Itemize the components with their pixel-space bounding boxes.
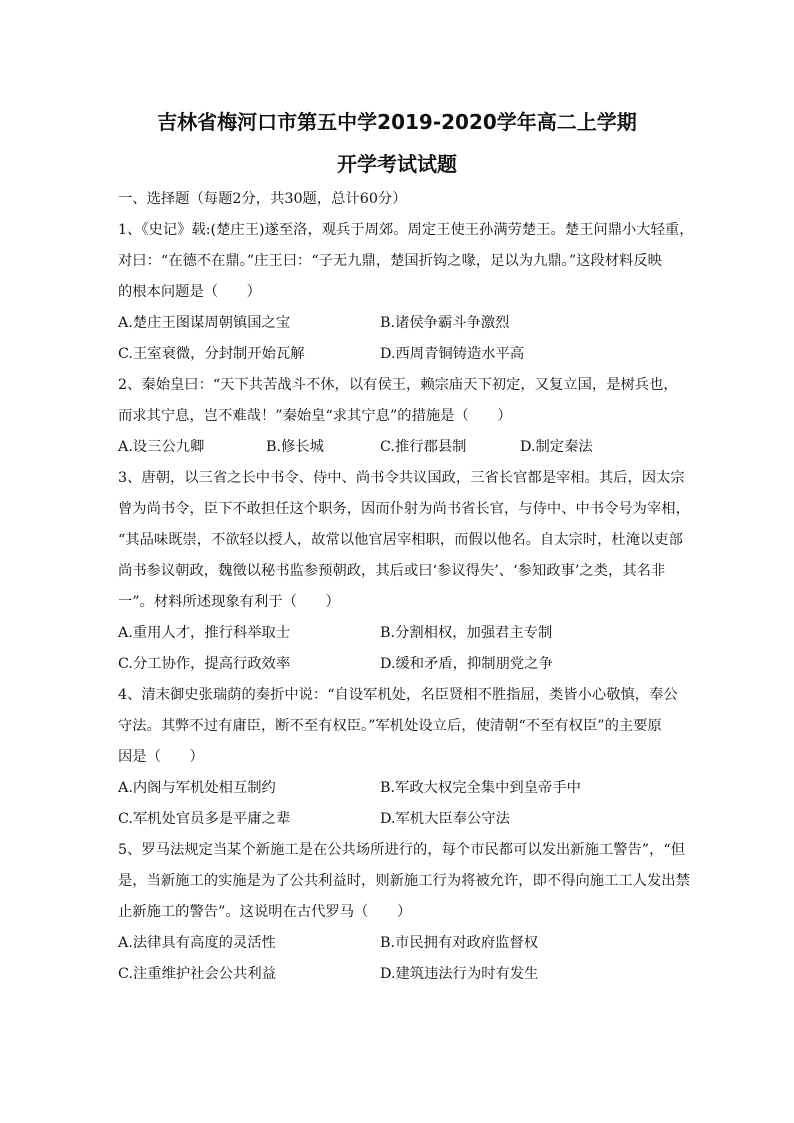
option-a: A.设三公九卿 (118, 439, 205, 455)
options-row (118, 308, 678, 339)
option-c: C.推行郡县制 (380, 439, 467, 455)
question-text-line: 对曰：“在德不在鼎。”庄王曰：“子无九鼎，楚国折钩之喙，足以为九鼎。”这段材料反映 (118, 253, 662, 269)
option-a: A.内阁与军机处相互制约 (118, 780, 276, 796)
question-text-line: 而求其宁息，岂不难哉！”秦始皇“求其宁息”的措施是（ ） (118, 408, 512, 424)
options-row (118, 773, 678, 804)
options-row (118, 804, 678, 835)
option-a: A.楚庄王图谋周朝镇国之宝 (118, 315, 291, 331)
section-header: 一、选择题（每题2分，共30题，总计60分） (118, 191, 407, 207)
options-row (118, 432, 678, 463)
option-c: C.王室衰微，分封制开始瓦解 (118, 346, 305, 362)
option-b: B.市民拥有对政府监督权 (380, 935, 539, 951)
question-text-line: 止新施工的警告”。这说明在古代罗马（ ） (118, 904, 412, 920)
question-text-line: 因是（ ） (118, 749, 204, 765)
question-2 (118, 370, 678, 463)
question-3 (118, 463, 690, 680)
question-text-line: 3、唐朝，以三省之长中书令、侍中、尚书令共议国政，三省长官都是宰相。其后，因太宗 (118, 470, 685, 486)
document-title: 吉林省梅河口市第五中学2019-2020学年高二上学期 (157, 110, 637, 134)
option-b: B.诸侯争霸斗争激烈 (380, 315, 510, 331)
question-text-line: 是，当新施工的实施是为了公共利益时，则新施工行为将被允许，即不得向施工工人发出禁 (118, 873, 690, 889)
options-row (118, 959, 678, 990)
question-text-line: 守法。其弊不过有庸臣，断不至有权臣。”军机处设立后，使清朝“不至有权臣”的主要原 (118, 718, 662, 734)
exam-content (118, 184, 694, 990)
option-a: A.法律具有高度的灵活性 (118, 935, 276, 951)
question-text-line: 2、秦始皇曰：“天下共苦战斗不休，以有侯王，赖宗庙天下初定，又复立国，是树兵也， (118, 377, 678, 393)
option-d: D.建筑违法行为时有发生 (380, 966, 539, 982)
question-text-line: 1、《史记》载:(楚庄王)遂至洛，观兵于周郊。周定王使王孙满劳楚王。楚王问鼎小大轻重， (118, 222, 694, 238)
option-a: A.重用人才，推行科举取士 (118, 625, 291, 641)
options-row (118, 618, 678, 649)
option-d: D.制定秦法 (520, 439, 593, 455)
question-text-line: 4、清末御史张瑞荫的奏折中说：“自设军机处，名臣贤相不胜指屈，类皆小心敬慎，奉公 (118, 687, 678, 703)
option-d: D.军机大臣奉公守法 (380, 811, 510, 827)
question-1 (118, 215, 694, 370)
option-c: C.分工协作，提高行政效率 (118, 656, 291, 672)
question-text-line: “其品味既崇，不欲轻以授人，故常以他官居宰相职，而假以他名。自太宗时，杜淹以吏部 (118, 532, 683, 548)
option-d: D.西周青铜铸造水平高 (380, 346, 525, 362)
option-b: B.军政大权完全集中到皇帝手中 (380, 780, 581, 796)
option-d: D.缓和矛盾，抑制朋党之争 (380, 656, 553, 672)
option-c: C.注重维护社会公共利益 (118, 966, 276, 982)
option-c: C.军机处官员多是平庸之辈 (118, 811, 291, 827)
question-text-line: 5、罗马法规定当某个新施工是在公共场所进行的，每个市民都可以发出新施工警告”，“但 (118, 842, 685, 858)
question-text-line: 曾为尚书令，臣下不敢担任这个职务，因而仆射为尚书省长官，与侍中、中书令号为宰相， (118, 501, 690, 517)
option-b: B.修长城 (266, 439, 324, 455)
question-text-line: 的根本问题是（ ） (118, 284, 261, 300)
options-row (118, 649, 678, 680)
question-text-line: 尚书参议朝政，魏徵以秘书监参预朝政，其后或曰‘参议得失’、‘参知政事’之类，其名非 (118, 563, 666, 579)
question-4 (118, 680, 678, 835)
question-text-line: 一”。材料所述现象有利于（ ） (118, 594, 340, 610)
option-b: B.分割相权，加强君主专制 (380, 625, 553, 641)
document-subtitle: 开学考试试题 (337, 152, 457, 176)
options-row (118, 339, 678, 370)
options-row (118, 928, 678, 959)
question-5 (118, 835, 690, 990)
